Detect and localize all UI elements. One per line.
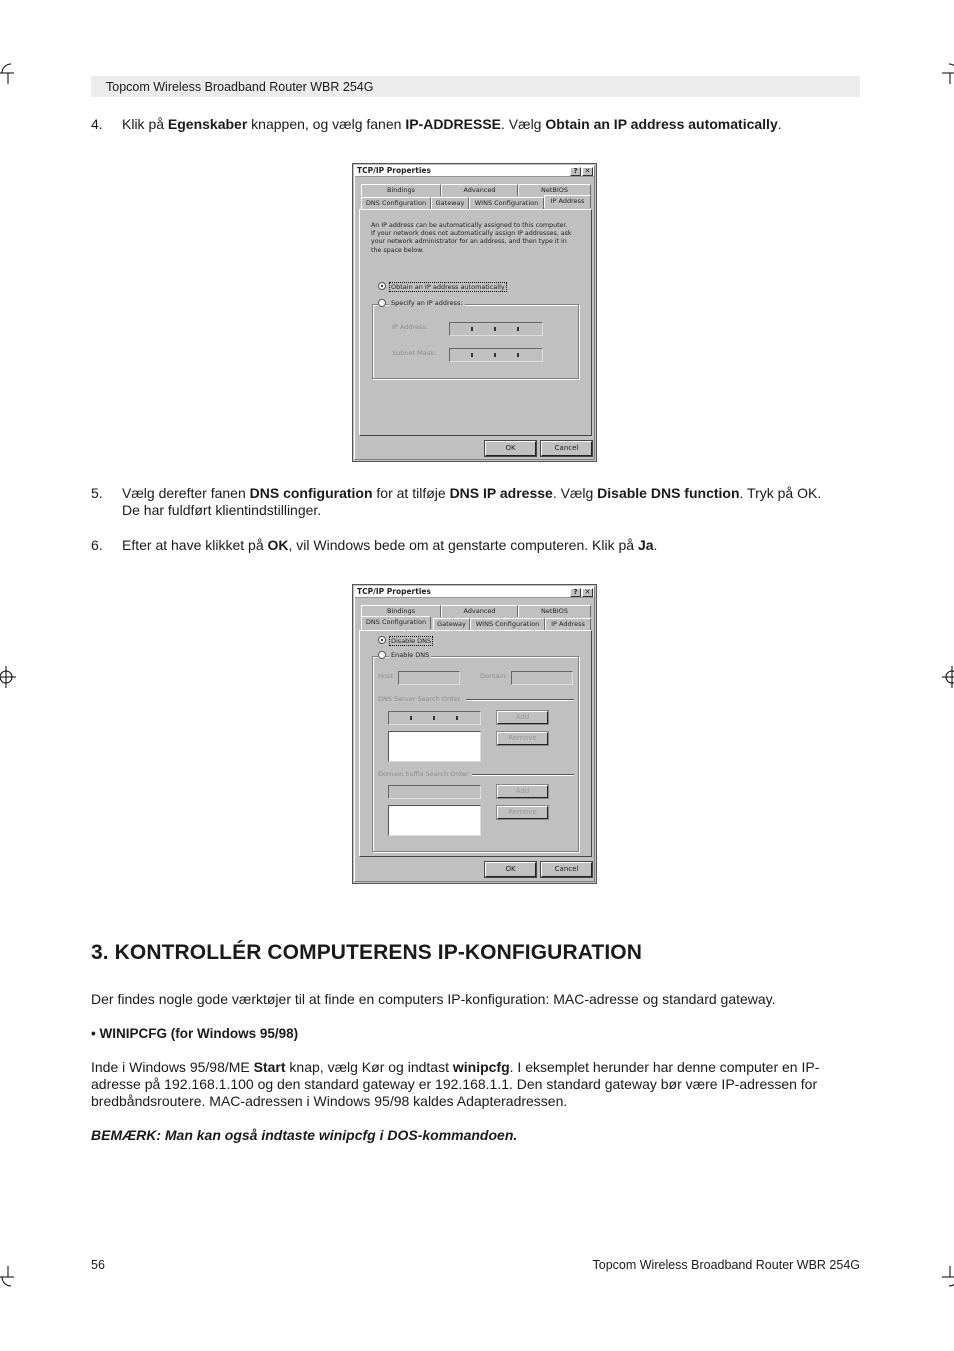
dialog-title-bar	[355, 587, 594, 598]
obtain-ip-label[interactable]: Obtain an IP address automatically	[391, 283, 505, 291]
registration-mark-icon	[0, 666, 22, 688]
tab-wins-configuration[interactable]: WINS Configuration	[469, 197, 544, 209]
dialog-title-bar	[355, 166, 594, 177]
ip-address-field[interactable]	[449, 322, 543, 336]
remove-dns-server-button[interactable]: Remove	[497, 732, 548, 745]
add-dns-server-button[interactable]: Add	[497, 711, 548, 724]
tab-netbios[interactable]: NetBIOS	[518, 605, 591, 617]
obtain-ip-radio[interactable]	[378, 282, 386, 290]
page-number: 56	[91, 1258, 105, 1272]
header-title: Topcom Wireless Broadband Router WBR 254G	[106, 80, 374, 94]
tab-dns-configuration[interactable]: DNS Configuration	[361, 616, 431, 629]
step-5-text-line2: De har fuldført klientindstillinger.	[122, 502, 322, 518]
step-5-text: Vælg derefter fanen DNS configuration for at tilføje DNS IP adresse. Vælg Disable DNS function. Tryk på OK.	[122, 485, 822, 501]
step-6-number: 6.	[91, 537, 103, 553]
remove-domain-suffix-button[interactable]: Remove	[497, 806, 548, 819]
divider	[466, 699, 574, 701]
dialog-title: TCP/IP Properties	[357, 587, 431, 596]
step-6-text: Efter at have klikket på OK, vil Windows bede om at genstarte computeren. Klik på Ja.	[122, 537, 658, 553]
enable-dns-radio[interactable]	[378, 651, 386, 659]
tcpip-dialog-dns	[352, 584, 597, 884]
tab-ip-address[interactable]: IP Address	[545, 618, 591, 630]
crop-mark-icon	[938, 62, 954, 84]
domain-field[interactable]	[511, 671, 573, 685]
close-icon[interactable]: ✕	[582, 588, 593, 597]
help-icon[interactable]: ?	[570, 588, 581, 597]
tab-panel	[359, 630, 592, 857]
disable-dns-label[interactable]: Disable DNS	[391, 637, 432, 645]
host-field[interactable]	[398, 671, 460, 685]
dns-server-list[interactable]	[388, 731, 481, 762]
host-label: Host:	[378, 672, 395, 680]
help-icon[interactable]: ?	[570, 167, 581, 176]
crop-mark-icon	[0, 1266, 22, 1288]
tab-netbios[interactable]: NetBIOS	[518, 184, 591, 196]
section-paragraph-line2: adresse på 192.168.1.100 og den standard gateway er 192.168.1.1. Den standard gateway bør være IP-adressen for	[91, 1076, 818, 1092]
tab-bindings[interactable]: Bindings	[361, 605, 441, 617]
enable-dns-label[interactable]: Enable DNS	[391, 651, 430, 659]
ok-button[interactable]: OK	[485, 862, 536, 877]
section-paragraph-line3: bredbåndsroutere. MAC-adressen i Windows 95/98 kaldes Adapteradressen.	[91, 1093, 568, 1109]
disable-dns-radio[interactable]	[378, 636, 386, 644]
step-5-number: 5.	[91, 485, 103, 501]
ok-button[interactable]: OK	[485, 441, 536, 456]
domain-suffix-list[interactable]	[388, 805, 481, 836]
subnet-mask-field[interactable]	[449, 348, 543, 362]
specify-ip-radio[interactable]	[378, 299, 386, 307]
ip-address-label: IP Address:	[392, 323, 428, 331]
crop-mark-icon	[0, 62, 22, 84]
tab-advanced[interactable]: Advanced	[441, 605, 518, 617]
section-paragraph-line1: Inde i Windows 95/98/ME Start knap, vælg Kør og indtast winipcfg. I eksemplet herunder har denne computer en IP-	[91, 1059, 820, 1075]
cancel-button[interactable]: Cancel	[541, 862, 592, 877]
domain-suffix-order-label: Domain Suffix Search Order	[378, 770, 469, 778]
cancel-button[interactable]: Cancel	[541, 441, 592, 456]
crop-mark-icon	[938, 1266, 954, 1288]
dns-server-order-label: DNS Server Search Order	[378, 695, 461, 703]
section-title: 3. KONTROLLÉR COMPUTERENS IP-KONFIGURATION	[91, 941, 642, 964]
winipcfg-bullet: • WINIPCFG (for Windows 95/98)	[91, 1026, 299, 1041]
tab-gateway[interactable]: Gateway	[433, 618, 470, 630]
tab-panel	[359, 209, 592, 436]
tab-wins-configuration[interactable]: WINS Configuration	[470, 618, 545, 630]
specify-ip-group	[372, 304, 579, 379]
domain-suffix-field[interactable]	[388, 785, 481, 799]
section-intro: Der findes nogle gode værktøjer til at finde en computers IP-konfiguration: MAC-adresse og standard gateway.	[91, 991, 776, 1007]
tab-gateway[interactable]: Gateway	[431, 197, 469, 209]
add-domain-suffix-button[interactable]: Add	[497, 785, 548, 798]
close-icon[interactable]: ✕	[582, 167, 593, 176]
tab-advanced[interactable]: Advanced	[441, 184, 518, 196]
domain-label: Domain:	[480, 672, 508, 680]
note-text: BEMÆRK: Man kan også indtaste winipcfg i DOS-kommandoen.	[91, 1127, 518, 1143]
tab-dns-configuration[interactable]: DNS Configuration	[361, 197, 431, 209]
step-4-number: 4.	[91, 116, 103, 132]
divider	[472, 774, 574, 776]
ip-description: An IP address can be automatically assigned to this computer. If your network does not automatically assign IP addresses, ask your network administrator for an address, and then type it in the space below.	[371, 222, 572, 254]
registration-mark-icon	[938, 666, 954, 688]
dialog-title: TCP/IP Properties	[357, 166, 431, 175]
dns-server-field[interactable]	[388, 711, 481, 725]
subnet-mask-label: Subnet Mask:	[392, 349, 437, 357]
step-4-text: Klik på Egenskaber knappen, og vælg fanen IP-ADDRESSE. Vælg Obtain an IP address automatically.	[122, 116, 782, 132]
footer-title: Topcom Wireless Broadband Router WBR 254G	[592, 1258, 860, 1272]
tab-ip-address[interactable]: IP Address	[544, 195, 591, 208]
tcpip-dialog-ip-address	[352, 163, 597, 462]
tab-bindings[interactable]: Bindings	[361, 184, 441, 196]
specify-ip-label[interactable]: Specify an IP address:	[391, 299, 463, 307]
